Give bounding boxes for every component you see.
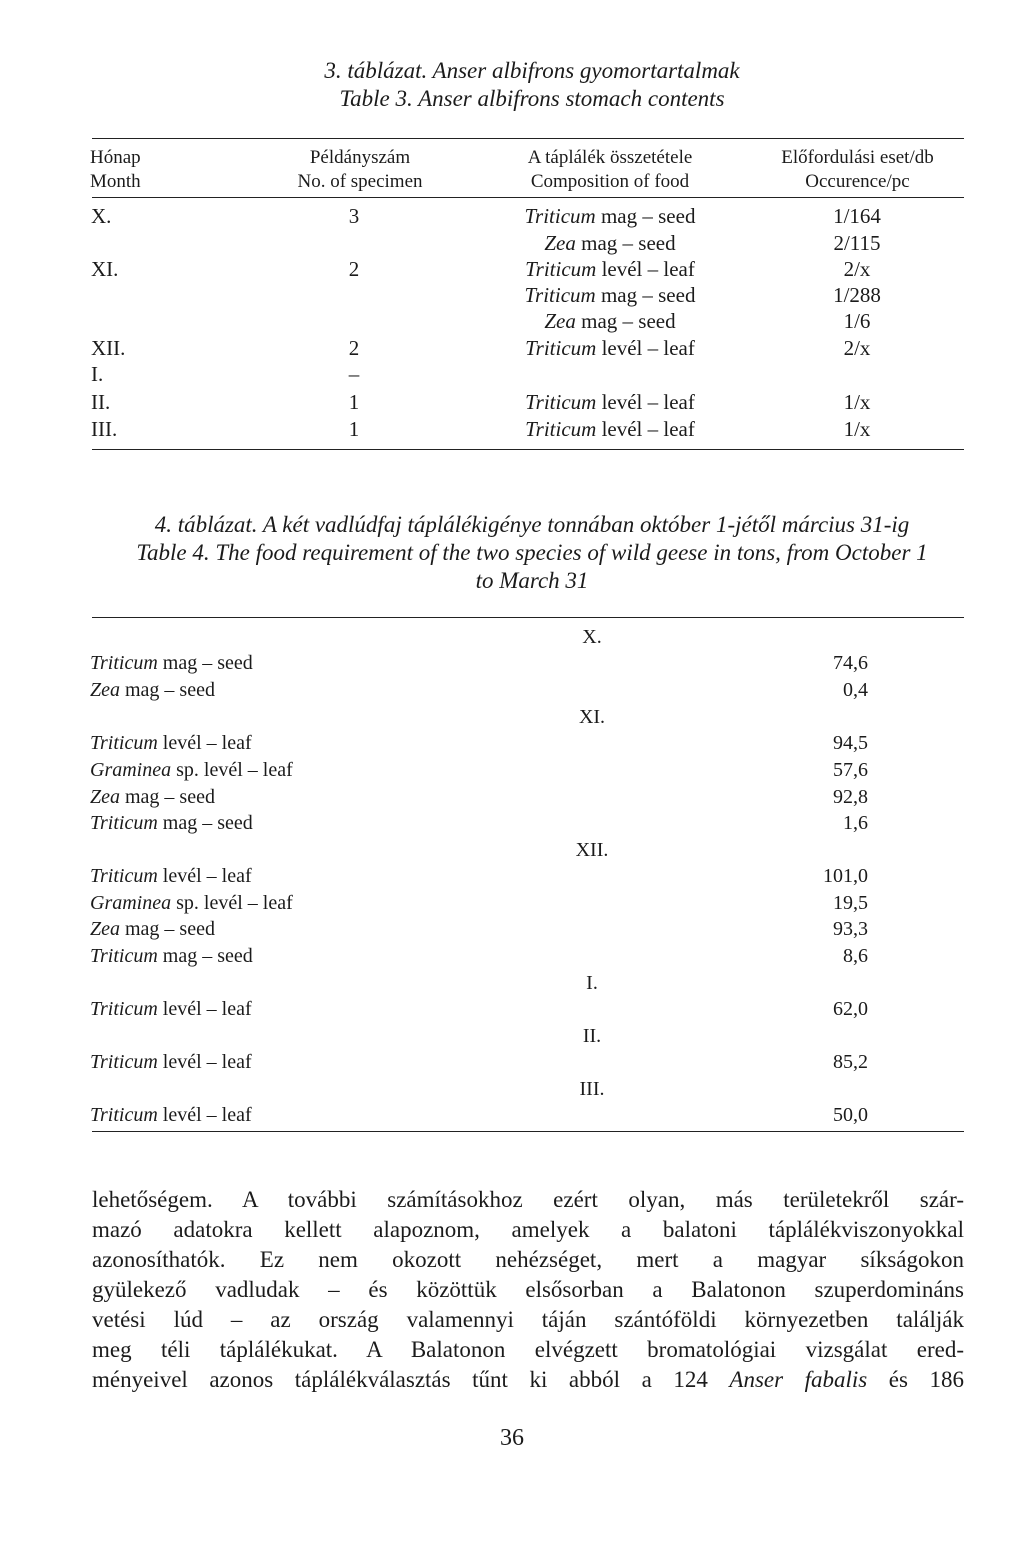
table3-header-month: Hónap Month [90,147,141,192]
table3-header-count: Példányszám No. of specimen [297,147,423,192]
table3-food-part: mag – seed [575,231,676,255]
table3-composition [490,416,730,442]
table3-food-part: levél – leaf [596,257,695,281]
table4-genus: Triticum [90,945,158,967]
table4-caption-en: Table 4. The food requirement of the two species of wild geese in tons, from October 1 [136,540,928,565]
table3-occurrence: 1/164 [833,204,881,228]
table3-occurrence: 1/6 [843,309,871,333]
paragraph-line: azonosíthatók. Ez nem okozott nehézséget, mert a magyar síkságokon [92,1247,964,1272]
table4-food-part: levél – leaf [157,865,252,887]
table3-genus: Triticum [525,336,597,360]
table3-occurrence: 1/x [843,417,871,441]
table4-month-label: I. [586,972,598,994]
table4-genus: Triticum [90,732,158,754]
table4-value: 50,0 [833,1104,868,1126]
table3-caption-hu: 3. táblázat. Anser albifrons gyomortartalmak [324,58,740,83]
table4-food [90,890,293,917]
table4-value: 0,4 [843,679,868,701]
table4-month-label: III. [579,1078,605,1100]
table3-month: II. [91,390,111,414]
table4-food-part: mag – seed [120,786,215,808]
table4-food-part: mag – seed [120,679,215,701]
table3-genus: Triticum [525,257,597,281]
table4-top-rule [92,617,964,618]
table3-count: – [348,362,360,386]
paragraph-text: ményeivel azonos táplálékválasztás tűnt ki abból a 124 [92,1367,730,1392]
paragraph-text: és 186 [867,1367,965,1392]
species-name: Anser fabalis [729,1367,868,1392]
paragraph-line [92,1365,964,1395]
table3-count: 1 [348,390,360,414]
table4-food [90,650,253,677]
table4-food [90,863,252,890]
table3-occurrence: 2/115 [833,231,881,255]
table4-value: 74,6 [833,652,868,674]
table3-occurrence: 1/288 [833,283,881,307]
table4-value: 94,5 [833,732,868,754]
table4-genus: Triticum [90,1051,158,1073]
table3-bottom-rule [92,449,964,450]
table3-food-part: levél – leaf [596,417,695,441]
paragraph-line: mazó adatokra kellett alapoznom, amelyek a balatoni táplálékviszonyokkal [92,1217,964,1242]
table4-genus: Triticum [90,652,158,674]
table3-composition [490,256,730,282]
table4-genus: Triticum [90,812,158,834]
table4-food-part: mag – seed [157,652,253,674]
table4-value: 8,6 [843,945,868,967]
table3-composition [490,389,730,415]
table4-value: 19,5 [833,892,868,914]
table4-caption-en-cont: to March 31 [475,568,589,593]
table4-food [90,1049,252,1076]
table4-genus: Triticum [90,998,158,1020]
table3-composition [490,203,730,229]
table4-genus: Zea [90,679,120,701]
table3-food-part: levél – leaf [596,390,695,414]
table3-header-composition: A táplálék összetétele Composition of food [527,147,693,192]
table3-genus: Zea [544,309,576,333]
paragraph-line: vetési lúd – az ország valamennyi táján szántóföldi környezetben találják [92,1307,964,1332]
table3-month: III. [91,417,118,441]
table3-month: X. [91,204,112,228]
table4-food [90,784,215,811]
table4-month-label: XI. [578,706,606,728]
body-paragraph [92,1185,964,1395]
table4-genus: Triticum [90,1104,158,1126]
table3-composition [490,230,730,256]
table3-month: I. [91,362,104,386]
table3-composition [490,335,730,361]
table4-food-part: levél – leaf [157,998,252,1020]
table4-value: 92,8 [833,786,868,808]
page-number: 36 [500,1425,524,1451]
table4-value: 62,0 [833,998,868,1020]
table4-bottom-rule [92,1131,964,1132]
table3-food-part: mag – seed [575,309,676,333]
table3-header-occurrence: Előfordulási eset/db Occurence/pc [781,147,934,192]
table3-food-part: levél – leaf [596,336,695,360]
table4-value: 101,0 [823,865,868,887]
table3-composition [490,282,730,308]
table4-food-part: mag – seed [120,918,215,940]
table4-food [90,996,252,1023]
paragraph-line: meg téli táplálékukat. A Balatonon elvégzett bromatológiai vizsgálat ered- [92,1337,964,1362]
table4-genus: Graminea [90,759,172,781]
table3-occurrence: 2/x [843,257,871,281]
table3-count: 2 [348,336,360,360]
table3-genus: Triticum [524,204,596,228]
table4-food-part: sp. levél – leaf [171,892,293,914]
table3-count: 1 [348,417,360,441]
table4-month-label: XII. [575,839,609,861]
paragraph-line: lehetőségem. A további számításokhoz ezért olyan, más területekről szár- [92,1187,964,1212]
table4-food [90,757,293,784]
table3-top-rule [92,138,964,139]
table3-count: 2 [348,257,360,281]
table4-value: 1,6 [843,812,868,834]
table3-occurrence: 1/x [843,390,871,414]
table3-caption-en: Table 3. Anser albifrons stomach contents [339,86,725,111]
table4-food [90,677,215,704]
table4-value: 57,6 [833,759,868,781]
table3-header-rule [92,197,964,198]
table4-food [90,943,253,970]
table3-count: 3 [348,204,360,228]
table4-genus: Triticum [90,865,158,887]
table4-genus: Zea [90,918,120,940]
table4-food [90,1102,252,1129]
table3-food-part: mag – seed [595,204,696,228]
table4-food-part: mag – seed [157,812,253,834]
table4-value: 93,3 [833,918,868,940]
table4-genus: Graminea [90,892,172,914]
table4-month-label: II. [582,1025,602,1047]
table3-genus: Triticum [525,417,597,441]
table4-food [90,730,252,757]
table4-month-label: X. [582,626,602,648]
table4-caption-hu: 4. táblázat. A két vadlúdfaj táplálékigénye tonnában október 1-jétől március 31-ig [154,512,910,537]
table4-food-part: levél – leaf [157,732,252,754]
table3-genus: Triticum [525,390,597,414]
table3-food-part: mag – seed [595,283,696,307]
table4-food-part: levél – leaf [157,1051,252,1073]
table4-genus: Zea [90,786,120,808]
table4-food [90,810,253,837]
table3-month: XI. [91,257,119,281]
table4-food-part: mag – seed [157,945,253,967]
table3-composition [490,308,730,334]
paragraph-line: gyülekező vadludak – és közöttük elsősorban a Balatonon szuperdomináns [92,1277,964,1302]
table4-value: 85,2 [833,1051,868,1073]
table3-month: XII. [91,336,126,360]
table4-food [90,916,215,943]
table3-genus: Triticum [524,283,596,307]
table4-food-part: levél – leaf [157,1104,252,1126]
table3-occurrence: 2/x [843,336,871,360]
table4-food-part: sp. levél – leaf [171,759,293,781]
table3-genus: Zea [544,231,576,255]
